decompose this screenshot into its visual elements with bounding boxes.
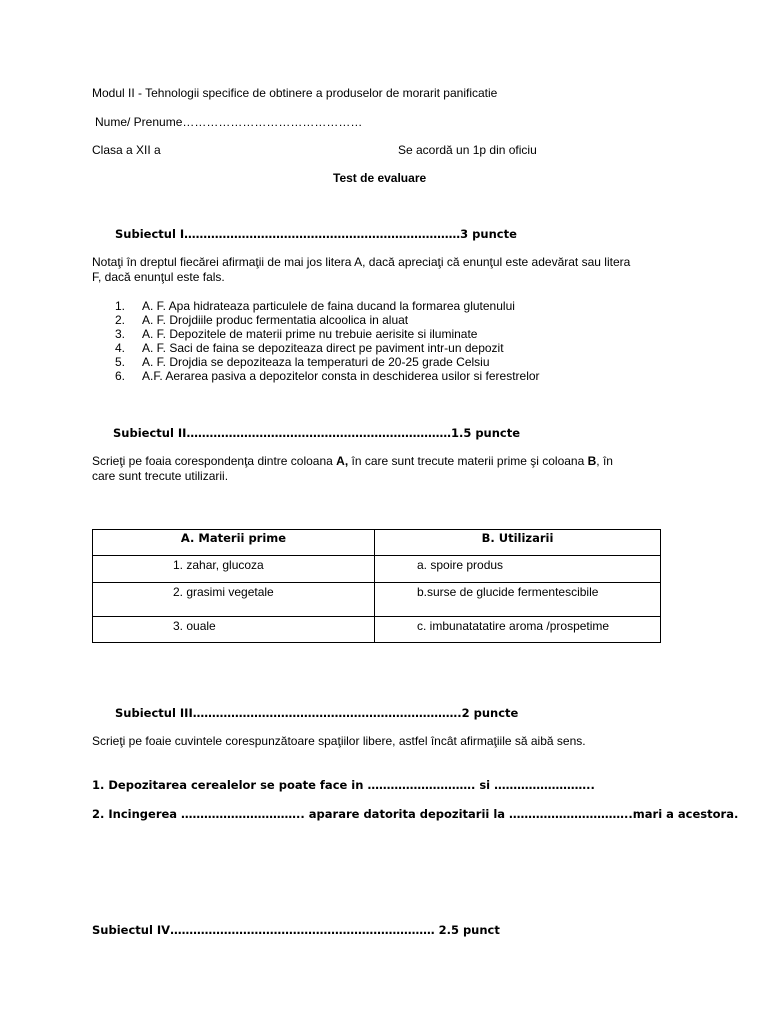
subject-4-heading: Subiectul IV…………………………………………………………… 2.5 punct [92,923,500,937]
table-header-row [93,530,661,556]
table-cell-a: 1. zahar, glucoza [93,556,375,583]
class-label: Clasa a XII a [92,143,161,157]
table-cell-a: 2. grasimi vegetale [93,583,375,617]
subject-2-instruction-line2: care sunt trecute utilizarii. [92,469,229,483]
fill-in-sentence-1: 1. Depozitarea cerealelor se poate face in ………………………. si …………………….. [92,778,595,792]
table-row [93,617,661,643]
name-line: Nume/ Prenume……………………………………… [95,115,363,129]
list-item: 3. A. F. Depozitele de materii prime nu trebuie aerisite si iluminate [115,327,478,341]
list-item: 6. A.F. Aerarea pasiva a depozitelor consta in deschiderea usilor si ferestrelor [115,369,540,383]
table-row [93,556,661,583]
subject-1-heading: Subiectul I………………………………………………………………3 puncte [115,227,517,241]
office-point-note: Se acordă un 1p din oficiu [398,143,537,157]
table-cell-b: c. imbunatatatire aroma /prospetime [375,617,661,643]
subject-2-instruction [92,454,613,484]
table-row [93,583,661,617]
test-title: Test de evaluare [333,171,427,185]
column-b-header: B. Utilizarii [375,530,661,556]
subject-1-instruction-line2: F, dacă enunţul este fals. [92,270,225,284]
table-cell-b: a. spoire produs [375,556,661,583]
correspondence-table [92,529,661,643]
subject-1-instruction [92,255,630,285]
subject-3-instruction: Scrieţi pe foaie cuvintele corespunzătoare spaţiilor libere, astfel încât afirmaţiile să aibă sens. [92,734,586,748]
subject-2-instruction-line1: Scrieţi pe foaia corespondenţa dintre coloana A, în care sunt trecute materii prime şi coloana B, în [92,454,613,468]
table-cell-a: 3. ouale [93,617,375,643]
table-cell-b: b.surse de glucide fermentescibile [375,583,661,617]
true-false-list [115,299,595,383]
subject-3-heading: Subiectul III…………………………………………………………….2 puncte [115,706,519,720]
list-item: 2. A. F. Drojdiile produc fermentatia alcoolica in aluat [115,313,409,327]
subject-1-instruction-line1: Notaţi în dreptul fiecărei afirmaţii de mai jos litera A, dacă apreciaţi că enunţul este adevărat sau litera [92,255,631,269]
fill-in-sentence-2: 2. Incingerea ………………………….. aparare datorita depozitarii la …………………………..mari a acestora. [92,807,739,821]
column-a-header: A. Materii prime [93,530,375,556]
list-item: 5. A. F. Drojdia se depoziteaza la temperaturi de 20-25 grade Celsiu [115,355,490,369]
module-title: Modul II - Tehnologii specifice de obtinere a produselor de morarit panificatie [92,86,498,100]
list-item: 4. A. F. Saci de faina se depoziteaza direct pe paviment intr-un depozit [115,341,504,355]
subject-2-heading: Subiectul II……………………………………………………………1.5 puncte [113,426,521,440]
list-item: 1. A. F. Apa hidrateaza particulele de faina ducand la formarea glutenului [115,299,515,313]
